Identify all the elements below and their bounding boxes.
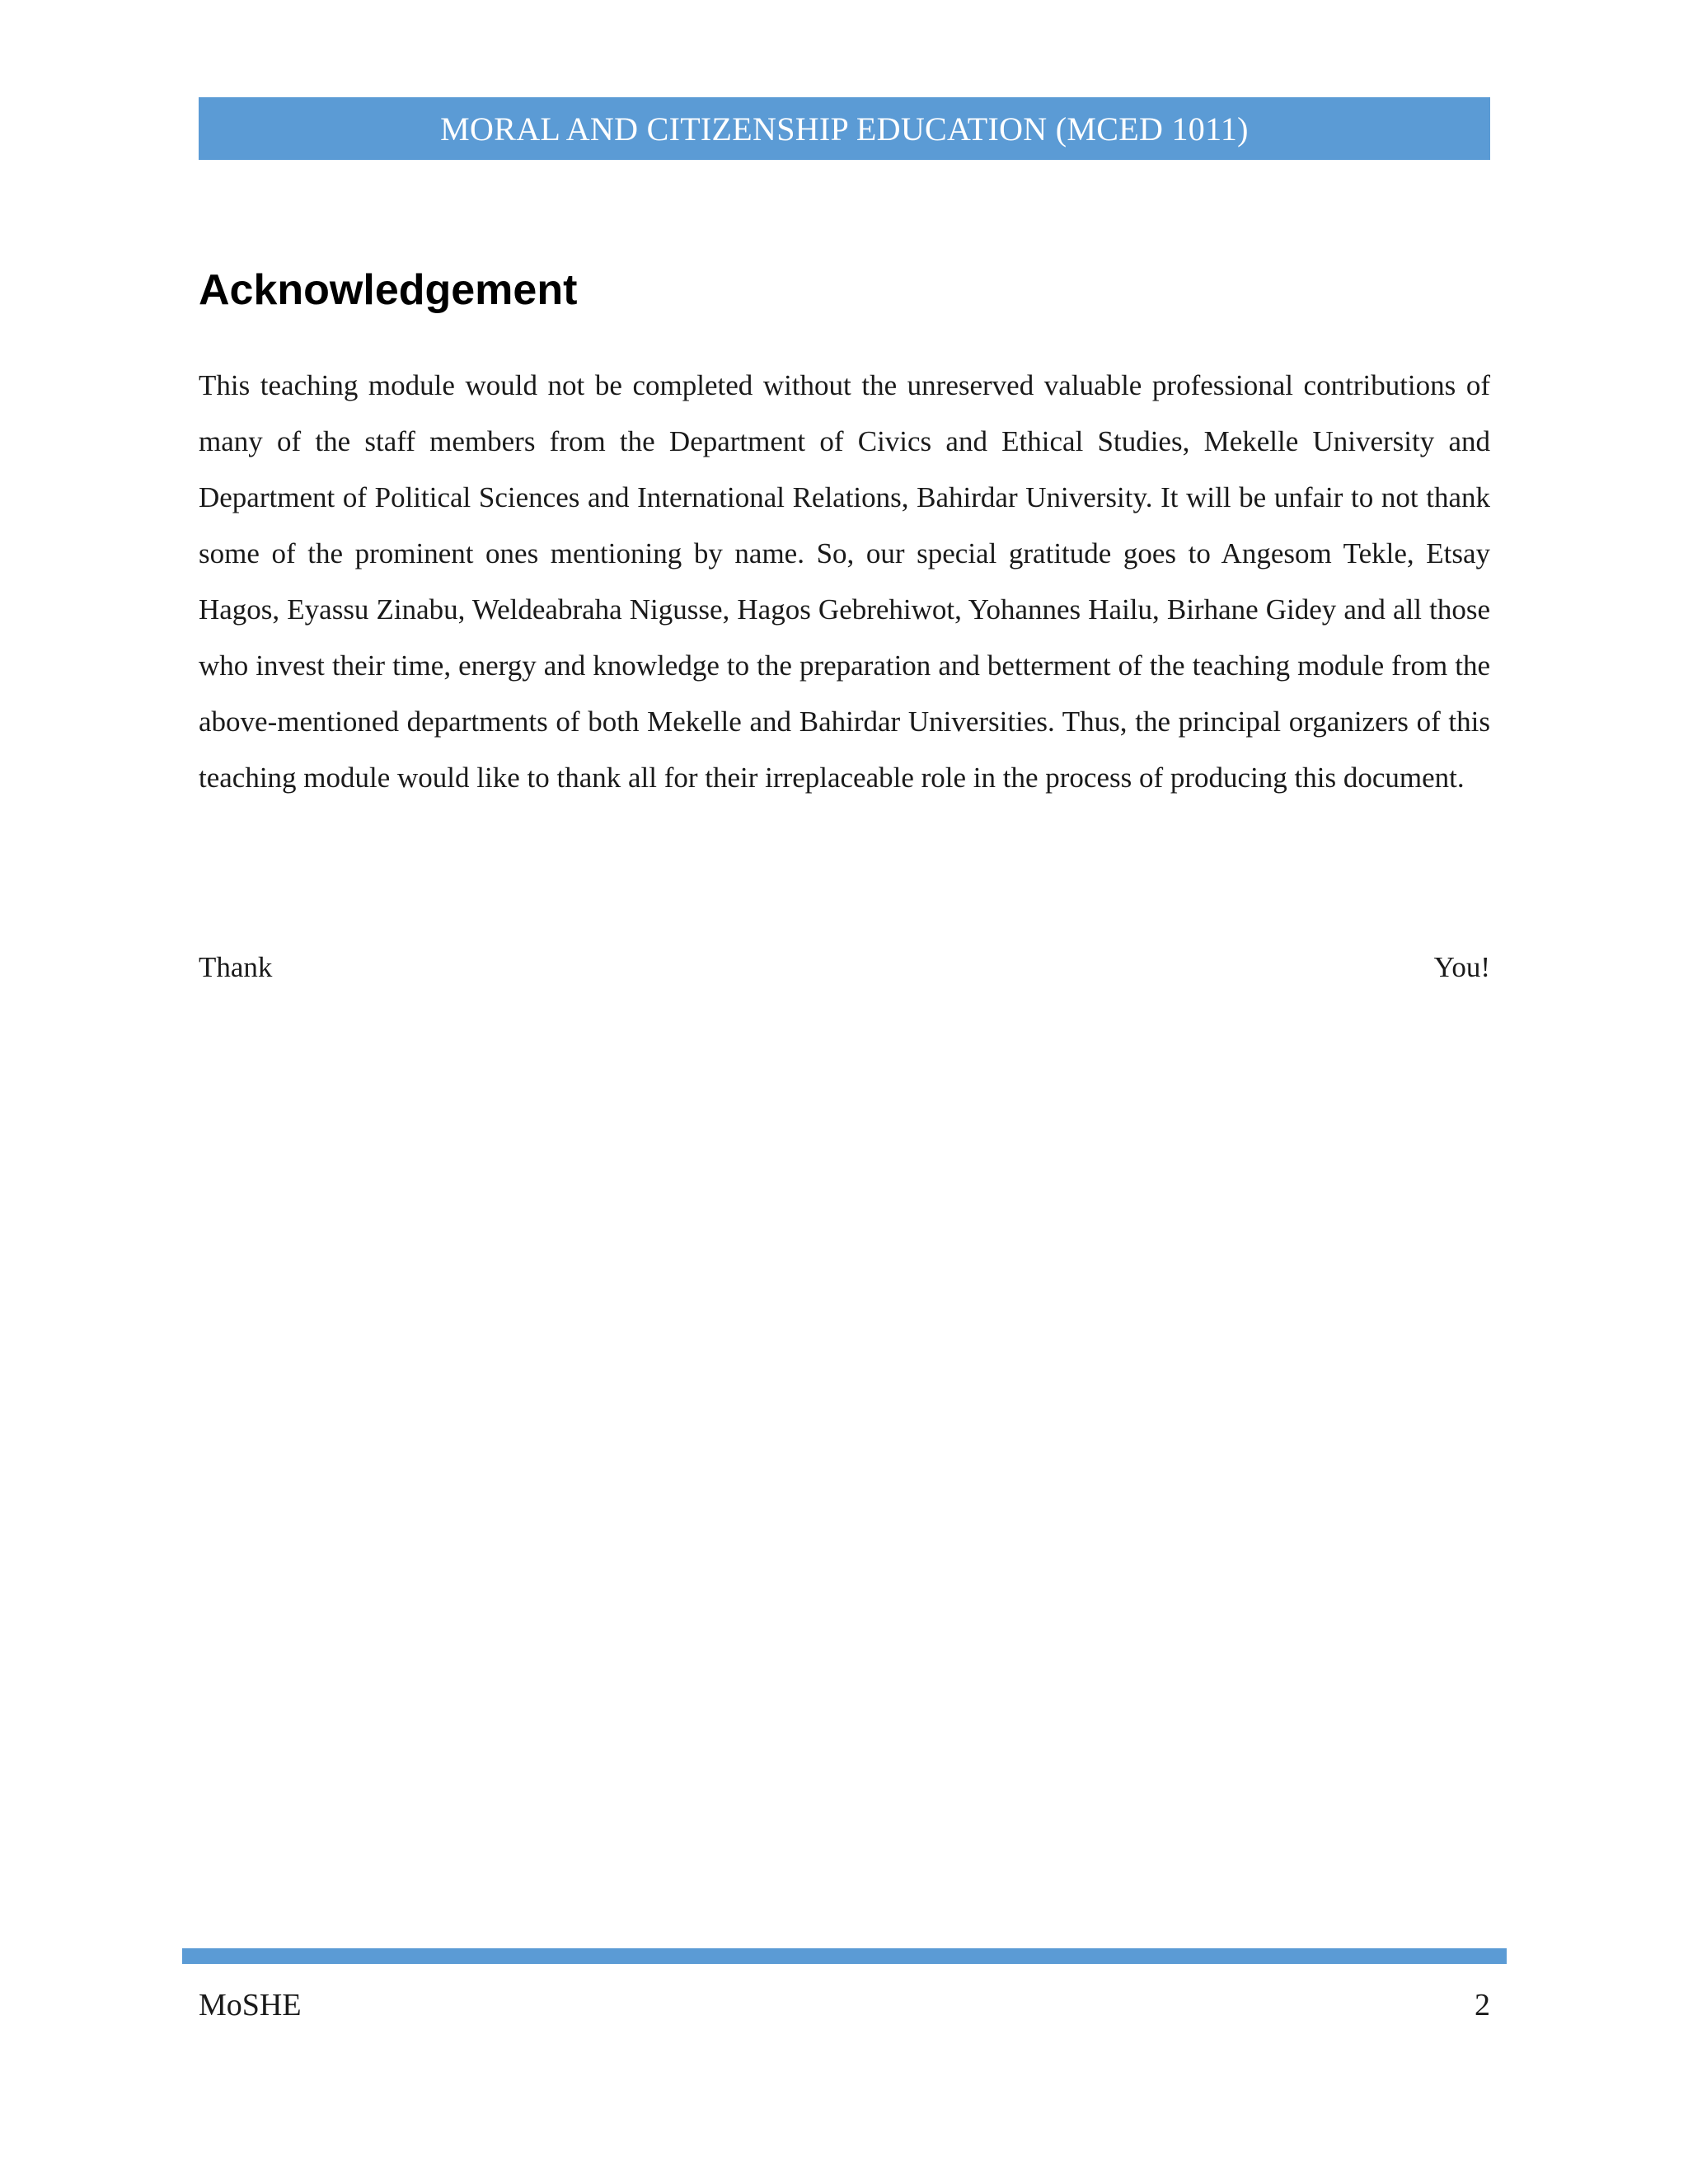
page-number: 2 [1475, 1988, 1490, 2022]
acknowledgement-paragraph: This teaching module would not be completed without the unreserved valuable professional contributions of many of the staff members from the Department of Civics and Ethical Studies, Mekelle University and Department of Political Sciences and International Relations, Bahirdar University. It will be unfair to not thank some of the prominent ones mentioning by name. So, our special gratitude goes to Angesom Tekle, Etsay Hagos, Eyassu Zinabu, Weldeabraha Nigusse, Hagos Gebrehiwot, Yohannes Hailu, Birhane Gidey and all those who invest their time, energy and knowledge to the preparation and betterment of the teaching module from the above-mentioned departments of both Mekelle and Bahirdar Universities. Thus, the principal organizers of this teaching module would like to thank all for their irreplaceable role in the process of producing this document. [199, 369, 1490, 794]
section-heading: Acknowledgement [199, 266, 578, 314]
header-band [199, 97, 1490, 160]
header-title: MORAL AND CITIZENSHIP EDUCATION (MCED 1011) [440, 110, 1249, 148]
closing-right-text: You! [1433, 951, 1490, 983]
footer-rule [182, 1948, 1507, 1964]
closing-left-text: Thank [199, 951, 273, 983]
footer-label: MoSHE [199, 1988, 302, 2022]
closing-line [199, 940, 1490, 996]
